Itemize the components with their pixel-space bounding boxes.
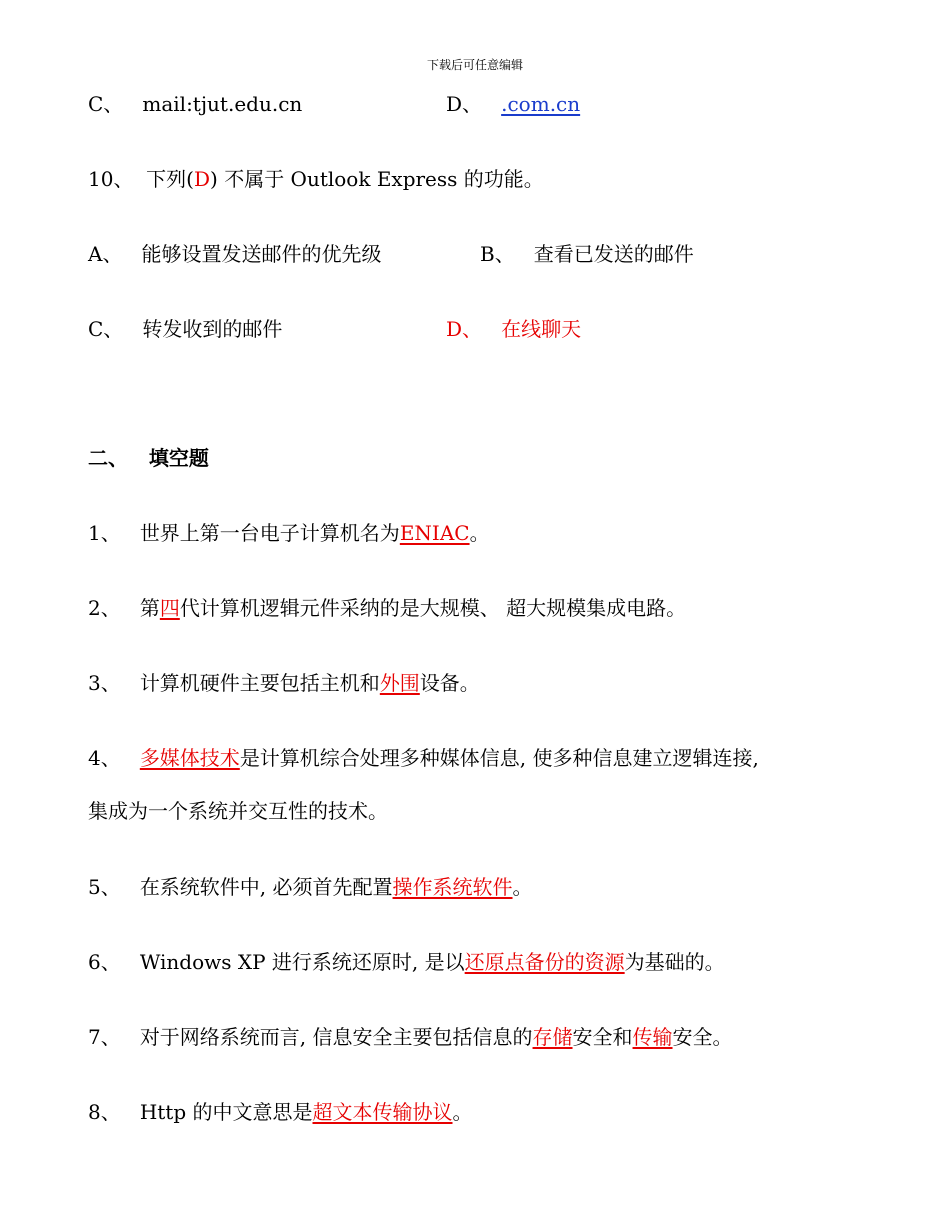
item-text-end: 为基础的。 [624,950,725,974]
option-text: mail:tjut.edu.cn [142,92,303,116]
option-label: D、 [446,92,483,116]
section-heading [88,446,209,470]
item-answer: ENIAC [399,521,470,545]
item-text: Windows XP 进行系统还原时, 是以 [139,950,465,974]
option-label: D、 [446,317,483,341]
item-text-end: 。 [469,521,490,545]
item-number: 1、 [88,521,121,545]
item-text: 世界上第一台电子计算机名为 [139,521,400,545]
question-post: ) 不属于 Outlook Express 的功能。 [210,167,544,191]
item-text: 在系统软件中, 必须首先配置 [139,875,393,899]
option-text: 转发收到的邮件 [142,317,283,341]
fill-item-5 [88,875,533,899]
fill-item-1 [88,521,490,545]
fill-item-4 [88,746,759,770]
q10-option-b [480,242,694,266]
q10-question [88,167,544,191]
q10-option-d [446,317,581,341]
fill-item-4-continuation: 集成为一个系统并交互性的技术。 [88,799,388,823]
option-text: 查看已发送的邮件 [533,242,694,266]
question-number: 10、 [88,167,134,191]
item-text-end: 是计算机综合处理多种媒体信息, 使多种信息建立逻辑连接, [239,746,759,770]
item-text-end: 。 [452,1100,473,1124]
option-label: A、 [88,242,123,266]
option-label: C、 [88,317,124,341]
item-text-end: 设备。 [419,671,480,695]
page-header: 下载后可任意编辑 [426,58,523,72]
item-number: 7、 [88,1025,121,1049]
option-text: 在线聊天 [501,317,582,341]
item-number: 5、 [88,875,121,899]
question-answer: D [193,167,211,191]
option-text: 能够设置发送邮件的优先级 [141,242,382,266]
item-text: 第 [139,596,160,620]
fill-item-3 [88,671,480,695]
option-link[interactable]: .com.cn [501,92,581,116]
item-number: 2、 [88,596,121,620]
fill-item-8 [88,1100,473,1124]
q10-option-a [88,242,382,266]
q10-option-c [88,317,282,341]
fill-item-2 [88,596,686,620]
item-text: 计算机硬件主要包括主机和 [139,671,380,695]
item-answer: 多媒体技术 [139,746,240,770]
item-text: 对于网络系统而言, 信息安全主要包括信息的 [139,1025,533,1049]
item-text-end: 代计算机逻辑元件采纳的是大规模、 超大规模集成电路。 [179,596,687,620]
q9-option-c [88,92,302,116]
item-number: 4、 [88,746,121,770]
fill-item-6 [88,950,725,974]
option-label: B、 [480,242,515,266]
item-answer: 外围 [379,671,420,695]
option-label: C、 [88,92,124,116]
item-answer: 超文本传输协议 [312,1100,453,1124]
question-pre: 下列( [146,167,194,191]
item-number: 6、 [88,950,121,974]
section-number: 二、 [88,446,128,470]
item-number: 8、 [88,1100,121,1124]
item-answer: 存储 [532,1025,573,1049]
q9-option-d [446,92,580,116]
item-number: 3、 [88,671,121,695]
item-answer-2: 传输 [632,1025,673,1049]
item-answer: 四 [159,596,180,620]
item-answer: 还原点备份的资源 [464,950,625,974]
fill-item-7 [88,1025,733,1049]
section-title: 填空题 [148,446,209,470]
item-text-mid: 安全和 [572,1025,633,1049]
item-text: Http 的中文意思是 [139,1100,313,1124]
item-text-end: 。 [512,875,533,899]
item-text-end: 安全。 [672,1025,733,1049]
item-answer: 操作系统软件 [392,875,513,899]
